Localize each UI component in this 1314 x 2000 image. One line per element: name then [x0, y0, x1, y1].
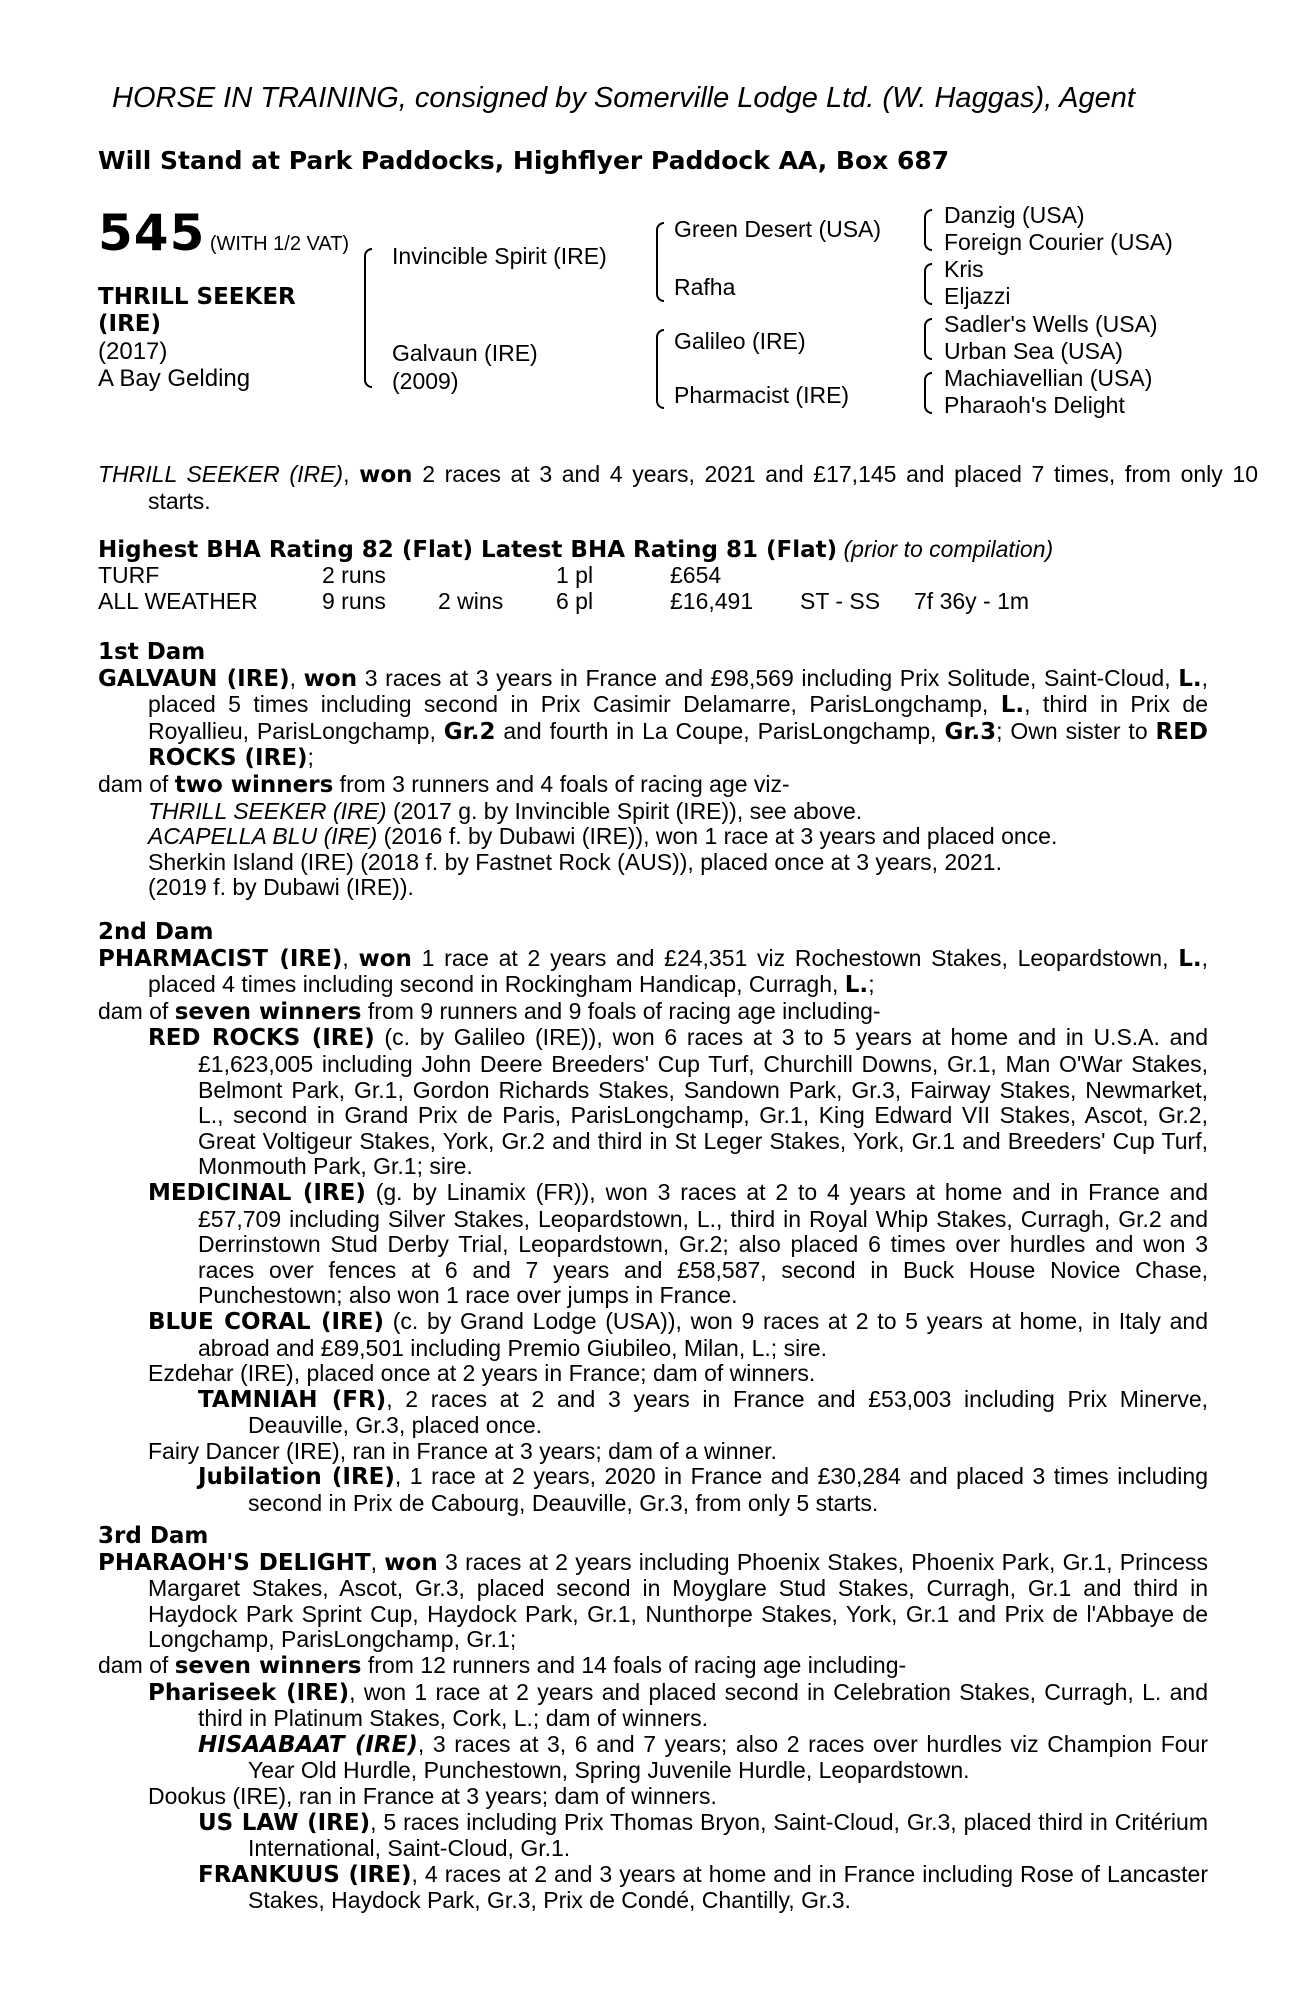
aw-runs: 9 runs [322, 588, 386, 614]
lot-header [98, 204, 349, 262]
first-dam-text: , third in Prix de Royallieu, ParisLongchamp, [148, 691, 1208, 744]
winners-count: seven winners [174, 1652, 362, 1679]
produce-item [98, 1680, 1208, 1732]
sire-sire-sire: Danzig (USA) [944, 202, 1085, 228]
third-dam-heading: 3rd Dam [98, 1523, 209, 1549]
second-dam-text: , placed 4 times including second in Rockingham Handicap, Curragh, [148, 944, 1208, 998]
first-dam-text: , placed 5 times including second in Prix Casimir Delamarre, ParisLongchamp, [148, 664, 1209, 718]
dam-of-text: from 3 runners and 4 foals of racing age viz- [333, 770, 790, 797]
rating-bold: Highest BHA Rating 82 (Flat) Latest BHA Rating 81 (Flat) [98, 537, 838, 563]
rating-note: (prior to compilation) [843, 536, 1054, 562]
produce-text: , won 1 race at 2 years and placed second in Celebration Stakes, Curragh, L. and third in Platinum Stakes, Cork, L.; dam of winners. [198, 1678, 1208, 1732]
produce-item [98, 799, 1208, 825]
dam-dam-dam: Pharaoh's Delight [944, 392, 1125, 418]
pedigree-brace [364, 248, 372, 388]
horse-name: THRILL SEEKER [98, 284, 296, 310]
first-dam-name: GALVAUN (IRE) [98, 665, 290, 692]
produce-name: RED ROCKS (IRE) [148, 1025, 375, 1052]
dam: Galvaun (IRE) [392, 340, 538, 366]
first-dam-text: ; Own sister to [996, 717, 1156, 744]
group-mark: Gr.3 [944, 718, 997, 745]
turf-runs: 2 runs [322, 562, 386, 588]
produce-text: (g. by Linamix (FR)), won 3 races at 2 to 4 years at home and in France and £57,709 including Silver Stakes, Leopardstown, L., third in Royal Whip Stakes, Curragh, Gr.2 and Derrinstown Stud Derby Trial, Leopardstown, Gr.2; also placed 6 times over hurdles and won 3 races over fences at 6 and 7 years and £58,587, second in Buck House Novice Chase, Punchestown; also won 1 race over jumps in France. [198, 1178, 1208, 1309]
produce-item: Dookus (IRE), ran in France at 3 years; dam of winners. [148, 1782, 717, 1809]
grand-produce-item [98, 1464, 1208, 1516]
sire: Invincible Spirit (IRE) [392, 243, 607, 269]
produce-item [98, 1025, 1208, 1180]
pedigree-brace [656, 329, 664, 409]
third-dam-section [98, 1524, 1208, 1914]
produce-text: (c. by Galileo (IRE)), won 6 races at 3 to 5 years at home and in U.S.A. and £1,623,005 including John Deere Breeders' Cup Turf, Churchill Downs, Gr.1, Man O'War Stakes, Belmont Park, Gr.1, Gordon Richards Stakes, Sandown Park, Gr.3, Fairway Stakes, Newmarket, L., second in Grand Prix de Paris, ParisLongchamp, Gr.1, King Edward VII Stakes, Ascot, Gr.2, Great Voltigeur Stakes, York, Gr.2 and third in St Leger Stakes, York, Gr.1 and Breeders' Cup Turf, Monmouth Park, Gr.1; sire. [198, 1024, 1208, 1180]
second-dam-record: PHARMACIST (IRE), won 1 race at 2 years and £24,351 viz Rochestown Stakes, Leopardstown, L., placed 4 times including second in Rockingham Handicap, Curragh, L.; [98, 944, 1208, 999]
produce-item [98, 1180, 1208, 1309]
aw-label: ALL WEATHER [98, 588, 258, 614]
dam-year: (2009) [392, 368, 459, 394]
sire-dam-dam: Eljazzi [944, 283, 1011, 309]
second-dam-text: ; [868, 971, 875, 998]
sire-sire-dam: Foreign Courier (USA) [944, 229, 1173, 255]
horse-description: A Bay Gelding [98, 365, 251, 392]
produce-text: , 2 races at 2 and 3 years in France and £53,003 including Prix Minerve, Deauville, Gr.3, placed once. [248, 1385, 1208, 1439]
produce-item: (2019 f. by Dubawi (IRE)). [148, 874, 414, 901]
aw-distance: 7f 36y - 1m [914, 588, 1030, 614]
produce-item [98, 1309, 1208, 1361]
second-dam-section [98, 920, 1208, 1517]
produce-name: BLUE CORAL (IRE) [148, 1308, 384, 1335]
first-dam-record: GALVAUN (IRE), won 3 races at 3 years in France and £98,569 including Prix Solitude, Saint-Cloud, L., placed 5 times including second in Prix Casimir Delamarre, ParisLongchamp, L., third in Prix de Royallieu, ParisLongchamp, Gr.2 and fourth in La Coupe, ParisLongchamp, Gr.3; Own sister to RED ROCKS (IRE); [98, 664, 1209, 772]
first-dam-text: 3 races at 3 years in France and £98,569 including Prix Solitude, Saint-Cloud, [357, 664, 1179, 691]
third-dam-text: 3 races at 2 years including Phoenix Stakes, Phoenix Park, Gr.1, Princess Margaret Stakes, Ascot, Gr.3, placed second in Moyglare Stud Stakes, Curragh, Gr.1 and third in Haydock Park Sprint Cup, Haydock Park, Gr.1, Nunthorpe Stakes, York, Gr.1 and Prix de l'Abbaye de Longchamp, ParisLongchamp, Gr.1; [148, 1548, 1209, 1653]
produce-name: FRANKUUS (IRE) [198, 1861, 412, 1888]
listed-mark: L. [1178, 665, 1202, 692]
third-dam-produce-intro [98, 1653, 1208, 1680]
dam-sire-sire: Sadler's Wells (USA) [944, 311, 1158, 337]
produce-name: ACAPELLA BLU (IRE) [148, 823, 378, 850]
group-mark: Gr.2 [443, 718, 496, 745]
turf-prize: £654 [670, 562, 722, 588]
stand-line: Will Stand at Park Paddocks, Highflyer Paddock AA, Box 687 [98, 146, 950, 175]
first-dam-produce-intro [98, 772, 1208, 799]
rating-line [98, 536, 1053, 563]
produce-item: Ezdehar (IRE), placed once at 2 years in France; dam of winners. [148, 1360, 816, 1387]
lot-number: 545 [98, 204, 206, 262]
listed-mark: L. [1178, 945, 1202, 972]
vat-note: (WITH 1/2 VAT) [209, 233, 350, 255]
pedigree-brace [924, 209, 932, 251]
pedigree-brace [924, 372, 932, 414]
produce-text: , 5 races including Prix Thomas Bryon, Saint-Cloud, Gr.3, placed third in Critérium International, Saint-Cloud, Gr.1. [248, 1808, 1208, 1862]
produce-text: , 1 race at 2 years, 2020 in France and £30,284 and placed 3 times including second in Prix de Cabourg, Deauville, Gr.3, from only 5 starts. [248, 1463, 1208, 1517]
horse-suffix: (IRE) [98, 311, 162, 337]
produce-text: (2017 g. by Invincible Spirit (IRE)), see above. [386, 797, 863, 824]
produce-text: , 3 races at 3, 6 and 7 years; also 2 races over hurdles viz Champion Four Year Old Hurdle, Punchestown, Spring Juvenile Hurdle, Leopardstown. [248, 1730, 1209, 1784]
first-dam-section [98, 640, 1208, 901]
summary-horse-name: THRILL SEEKER (IRE) [98, 461, 344, 487]
dam-of-text: from 9 runners and 9 foals of racing age including- [361, 997, 881, 1024]
second-dam-heading: 2nd Dam [98, 919, 214, 945]
third-dam-name: PHARAOH'S DELIGHT [98, 1549, 371, 1576]
pedigree-brace [656, 222, 664, 302]
produce-text: , 4 races at 2 and 3 years at home and in France including Rose of Lancaster Stakes, Haydock Park, Gr.3, Prix de Condé, Chantilly, Gr.3. [248, 1860, 1208, 1914]
aw-placed: 6 pl [556, 588, 594, 614]
sire-dam: Rafha [674, 274, 736, 300]
dam-dam: Pharmacist (IRE) [674, 382, 850, 408]
produce-item [98, 824, 1208, 850]
aw-prize: £16,491 [670, 588, 754, 614]
dam-dam-sire: Machiavellian (USA) [944, 365, 1153, 391]
pedigree-brace [924, 263, 932, 305]
horse-info [98, 284, 296, 392]
second-dam-won: won [358, 945, 412, 972]
produce-name: HISAABAAT (IRE) [198, 1731, 418, 1758]
produce-name: Phariseek (IRE) [148, 1679, 350, 1706]
first-dam-text: and fourth in La Coupe, ParisLongchamp, [495, 717, 945, 744]
produce-name: MEDICINAL (IRE) [148, 1179, 366, 1206]
dam-sire: Galileo (IRE) [674, 328, 806, 354]
produce-text: (c. by Grand Lodge (USA)), won 9 races at 2 to 5 years at home, in Italy and abroad and £89,501 including Premio Giubileo, Milan, L.; sire. [198, 1307, 1208, 1361]
aw-going: ST - SS [800, 588, 881, 614]
third-dam-record: PHARAOH'S DELIGHT, won 3 races at 2 years including Phoenix Stakes, Phoenix Park, Gr.1, Princess Margaret Stakes, Ascot, Gr.3, placed second in Moyglare Stud Stakes, Curragh, Gr.1 and third in Haydock Park Sprint Cup, Haydock Park, Gr.1, Nunthorpe Stakes, York, Gr.1 and Prix de l'Abbaye de Longchamp, ParisLongchamp, Gr.1; [98, 1548, 1209, 1653]
grand-produce-item [98, 1810, 1208, 1862]
third-dam-won: won [384, 1549, 438, 1576]
first-dam-heading: 1st Dam [98, 639, 206, 665]
pedigree-brace [924, 318, 932, 360]
produce-name: Jubilation (IRE) [198, 1464, 395, 1491]
summary-text: 2 races at 3 and 4 years, 2021 and £17,145 and placed 7 times, from only 10 starts. [148, 461, 1258, 514]
horse-year: (2017) [98, 338, 168, 365]
consignor-line: HORSE IN TRAINING, consigned by Somerville Lodge Ltd. (W. Haggas), Agent [112, 82, 1135, 114]
dam-of-label: dam of [98, 770, 175, 797]
second-dam-text: 1 race at 2 years and £24,351 viz Rochestown Stakes, Leopardstown, [411, 944, 1179, 971]
dam-of-label: dam of [98, 997, 175, 1024]
turf-label: TURF [98, 562, 160, 588]
winners-count: two winners [174, 771, 334, 798]
produce-name: TAMNIAH (FR) [198, 1386, 387, 1413]
first-dam-won: won [303, 665, 358, 692]
grand-produce-item [98, 1387, 1208, 1439]
grand-produce-item [98, 1862, 1208, 1914]
own-sister-name: RED ROCKS (IRE) [148, 718, 1209, 772]
grand-produce-item [98, 1732, 1208, 1784]
produce-name: THRILL SEEKER (IRE) [148, 797, 387, 824]
produce-name: US LAW (IRE) [198, 1809, 371, 1836]
summary-won: won [359, 462, 413, 488]
produce-item: Fairy Dancer (IRE), ran in France at 3 years; dam of a winner. [148, 1437, 777, 1464]
listed-mark: L. [1000, 692, 1025, 719]
race-summary: THRILL SEEKER (IRE), won 2 races at 3 and 4 years, 2021 and £17,145 and placed 7 times, from only 10 starts. [98, 461, 1258, 514]
winners-count: seven winners [174, 998, 362, 1025]
first-dam-text: ; [307, 744, 314, 771]
sire-sire: Green Desert (USA) [674, 216, 882, 242]
listed-mark: L. [844, 972, 869, 999]
produce-item: Sherkin Island (IRE) (2018 f. by Fastnet Rock (AUS)), placed once at 3 years, 2021. [148, 848, 1002, 875]
aw-wins: 2 wins [438, 588, 504, 614]
second-dam-name: PHARMACIST (IRE) [98, 945, 343, 972]
dam-of-label: dam of [98, 1651, 175, 1678]
sire-dam-sire: Kris [944, 256, 984, 282]
dam-sire-dam: Urban Sea (USA) [944, 338, 1123, 364]
second-dam-produce-intro [98, 999, 1208, 1026]
produce-text: (2016 f. by Dubawi (IRE)), won 1 race at 3 years and placed once. [377, 823, 1058, 850]
dam-of-text: from 12 runners and 14 foals of racing age including- [361, 1651, 907, 1678]
turf-placed: 1 pl [556, 562, 594, 588]
